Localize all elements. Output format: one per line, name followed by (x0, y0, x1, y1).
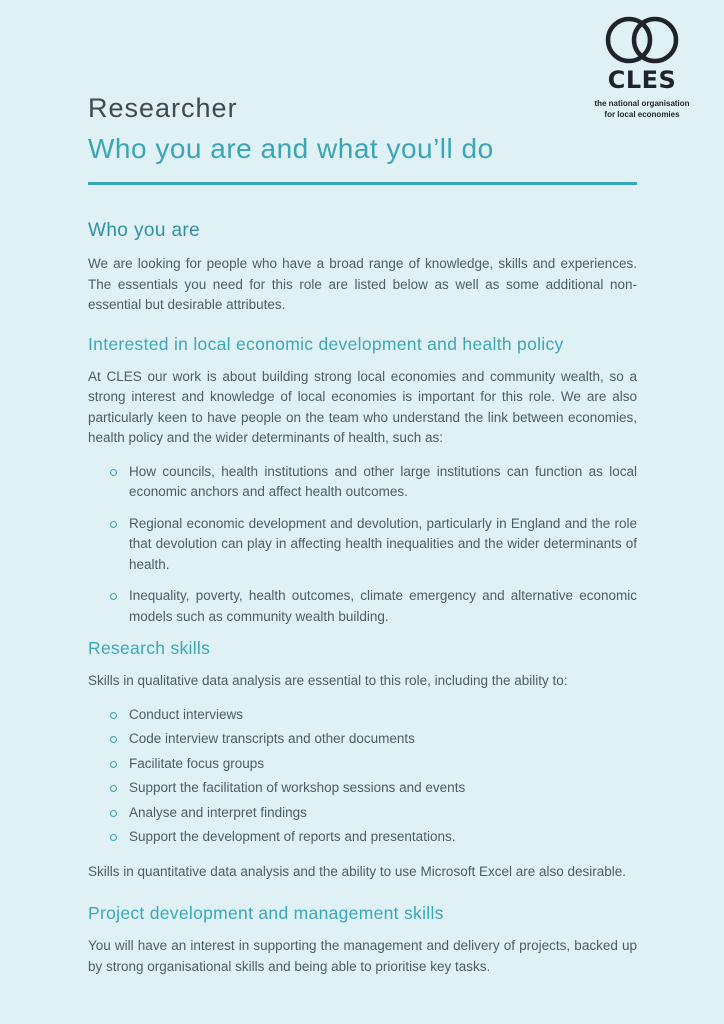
heading-research-skills: Research skills (88, 638, 211, 658)
research-outro: Skills in quantitative data analysis and the ability to use Microsoft Excel are also desirable. (88, 863, 627, 879)
logo-org-name: CLES (607, 66, 677, 94)
bullet-circle-icon (110, 736, 117, 743)
bullet-circle-icon (110, 761, 117, 768)
research-bullet-list (88, 705, 637, 848)
list-item-text: How councils, health institutions and other large institutions can function as local economic anchors and affect health outcomes. (129, 463, 637, 499)
interest-bullet-list (88, 462, 637, 628)
project-intro: You will have an interest in supporting the management and delivery of projects, backed up by strong organisational skills and being able to prioritise key tasks. (88, 938, 637, 974)
who-you-are-intro: We are looking for people who have a broad range of knowledge, skills and experiences. The essentials you need for this role are listed below as well as some additional non-essential but desirable attributes. (88, 256, 637, 312)
bullet-circle-icon (110, 469, 117, 476)
research-intro: Skills in qualitative data analysis are essential to this role, including the ability to: (88, 673, 568, 688)
cles-logo (576, 14, 708, 121)
list-item-text: Regional economic development and devolution, particularly in England and the role that devolution can play in affecting health inequalities and the wider determinants of health. (129, 515, 637, 572)
list-item-text: Facilitate focus groups (129, 755, 265, 771)
title-divider (88, 182, 637, 185)
heading-project-skills: Project development and management skills (88, 903, 444, 923)
logo-tagline-line1: the national organisation (594, 99, 690, 109)
bullet-circle-icon (110, 785, 117, 792)
list-item (110, 729, 637, 750)
list-item (110, 827, 637, 848)
bullet-circle-icon (110, 712, 117, 719)
list-item-text: Code interview transcripts and other documents (129, 731, 415, 746)
bullet-circle-icon (110, 810, 117, 817)
heading-interest: Interested in local economic development and health policy (88, 333, 564, 354)
logo-tagline (576, 98, 708, 120)
logo-tagline-line2: for local economies (604, 110, 680, 120)
interlocking-circles-icon (576, 14, 708, 66)
heading-who-you-are: Who you are (88, 220, 201, 241)
list-item (110, 803, 637, 824)
list-item-text: Support the development of reports and presentations. (129, 829, 456, 844)
list-item-text: Support the facilitation of workshop sessions and events (129, 780, 466, 795)
role-title: Researcher (88, 93, 238, 123)
list-item-text: Analyse and interpret findings (129, 804, 307, 820)
bullet-circle-icon (110, 593, 117, 600)
list-item (110, 754, 637, 775)
bullet-circle-icon (110, 834, 117, 841)
list-item-text: Inequality, poverty, health outcomes, climate emergency and alternative economic models such as community wealth building. (129, 588, 637, 624)
list-item (110, 586, 637, 627)
list-item (110, 705, 637, 726)
list-item (110, 514, 637, 576)
list-item (110, 462, 637, 503)
list-item (110, 778, 637, 799)
list-item-text: Conduct interviews (129, 706, 244, 722)
bullet-circle-icon (110, 521, 117, 528)
page-subtitle: Who you are and what you’ll do (88, 133, 494, 164)
interest-intro: At CLES our work is about building strong local economies and community wealth, so a strong interest and knowledge of local economies is important for this role. We are also particularly keen to have people on the team who understand the link between economies, health policy and the wider determinants of health, such as: (88, 368, 637, 445)
